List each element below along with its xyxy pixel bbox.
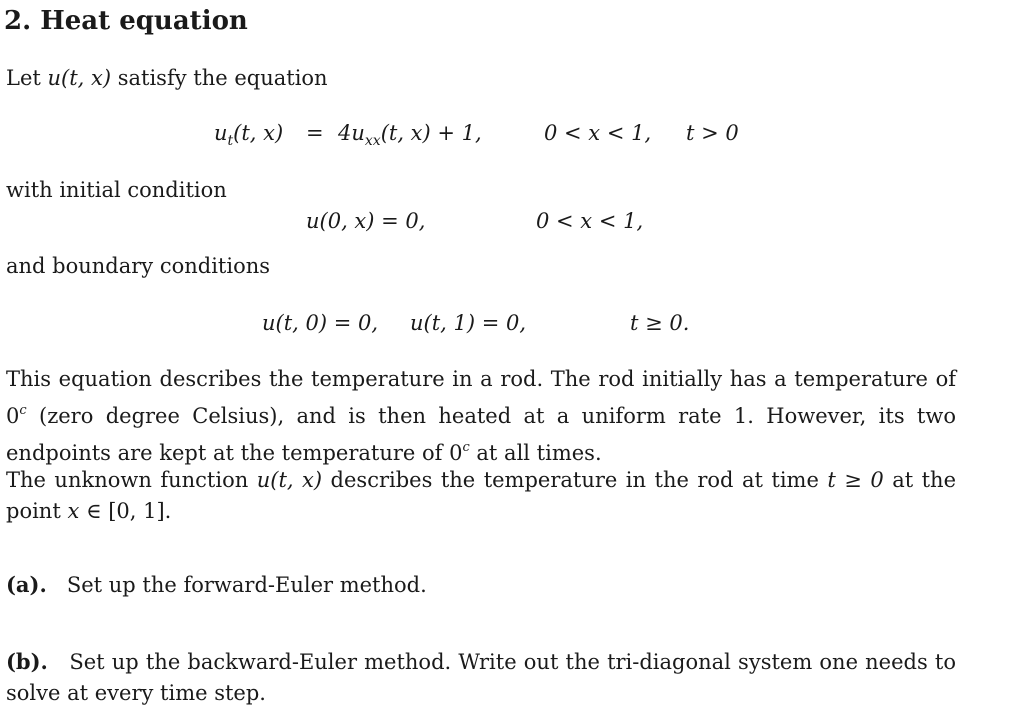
intro-function: u(t, x) [47, 66, 112, 90]
initial-domain: 0 < x < 1, [536, 209, 644, 233]
pde-lhs-u: u [214, 121, 228, 145]
intro-rest: satisfy the equation [117, 66, 328, 90]
part-b-text: Set up the backward-Euler method. Write out the tri-diagonal system one needs to solve at every time step. [6, 650, 956, 705]
unknown-function-paragraph [6, 465, 956, 527]
boundary-label: and boundary conditions [6, 254, 271, 278]
pde-time: t > 0 [686, 121, 739, 145]
para2-func: u(t, x) [256, 468, 323, 492]
pde-rhs-sub: xx [364, 133, 381, 149]
para1-a: This equation describes the temperature in a rod. The rod initially has a temperature of 0 [6, 367, 956, 428]
para2-c: at the point [6, 468, 957, 523]
intro-text: Let [6, 66, 41, 90]
pde-rhs-coef: 4u [338, 121, 365, 145]
intro-line [6, 66, 328, 90]
part-a [6, 572, 427, 597]
pde-domain: 0 < x < 1, [544, 121, 652, 145]
part-a-label: (a). [6, 572, 47, 597]
pde-lhs [214, 121, 283, 149]
celsius-sup-2: c [462, 440, 470, 455]
pde-lhs-args: (t, x) [233, 121, 284, 145]
para2-cond: t ≥ 0 [827, 468, 884, 492]
pde-lhs-sub: t [227, 133, 234, 149]
section-heading [4, 6, 248, 36]
initial-condition: u(0, x) = 0, [306, 209, 426, 233]
boundary-time: t ≥ 0. [630, 311, 690, 335]
celsius-sup-1: c [19, 403, 27, 418]
boundary-left: u(t, 0) = 0, [262, 311, 379, 335]
heading-text: 2. Heat equation [4, 6, 248, 36]
para2-a: The unknown function [6, 468, 257, 492]
description-paragraph [6, 364, 956, 469]
part-a-text: Set up the forward-Euler method. [66, 573, 427, 597]
pde-equals: = [306, 121, 324, 145]
para2-b: describes the temperature in the rod at time [322, 468, 828, 492]
boundary-right: u(t, 1) = 0, [410, 311, 527, 335]
pde-rhs [338, 121, 482, 149]
initial-label: with initial condition [6, 178, 227, 202]
part-b-label: (b). [6, 649, 48, 674]
part-b [6, 646, 956, 709]
para1-c: at all times. [469, 441, 602, 465]
pde-rhs-args: (t, x) + 1, [380, 121, 482, 145]
para1-b: (zero degree Celsius), and is then heated at a uniform rate 1. However, its two endpoints are kept at the temperature of 0 [6, 404, 956, 465]
para2-d: ∈ [0, 1]. [79, 499, 172, 523]
para2-x: x [67, 499, 80, 523]
